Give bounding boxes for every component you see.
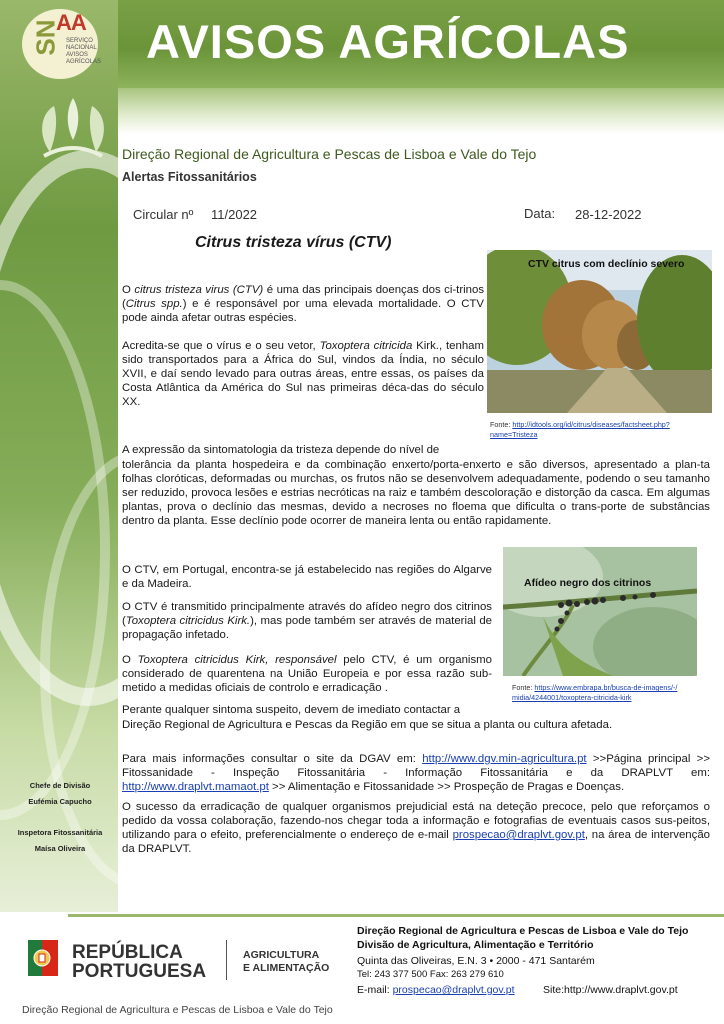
paragraph-collaboration <box>122 800 710 856</box>
figure2-source <box>512 683 722 703</box>
logo-line: NACIONAL <box>66 45 97 51</box>
circular-label: Circular nº <box>133 207 194 222</box>
text-run: Toxoptera citricida <box>319 340 413 352</box>
signature-role: Chefe de Divisão <box>29 781 91 790</box>
figure1-source-link[interactable]: http://idtools.org/id/citrus/diseases/factsheet.php? <box>512 420 670 429</box>
text-run: Acredita-se que o vírus e o seu vetor, <box>122 340 320 352</box>
text-run: O <box>122 284 135 296</box>
paragraph-portugal: O CTV, em Portugal, encontra-se já estabelecido nas regiões do Algarve e da Madeira. <box>122 564 492 590</box>
orchard-photo <box>487 250 712 413</box>
footer-left-org: Direção Regional de Agricultura e Pescas de Lisboa e Vale do Tejo <box>22 1004 333 1016</box>
text-run: Kirk., tenham sido transportados para a África do Sul, vindos da Índia, no século XVII, e daí sendo levado para outras áreas, entre essas, os países da Costa Atlântica da América do Sul nas primeiras déca-das do século XX. <box>122 340 484 408</box>
organization-heading: Direção Regional de Agricultura e Pescas de Lisboa e Vale do Tejo <box>122 146 537 162</box>
ministry-line: AGRICULTURA <box>243 949 320 961</box>
logo-line: AGRÍCOLAS <box>66 59 102 65</box>
figure2-source-link-2[interactable]: midia/4244001/toxoptera-citricida-kirk <box>512 693 632 702</box>
republica-line: REPÚBLICA <box>72 942 183 963</box>
source-label: Fonte: <box>490 420 511 429</box>
figure2-caption: Afídeo negro dos citrinos <box>524 577 652 589</box>
text-run: pelo CTV, é um organismo considerado de quarentena na União Europeia e por essa razão sub-metido a medidas oficiais de controlo e erradicação . <box>122 654 492 694</box>
paragraph-contact-line1: Perante qualquer sintoma suspeito, devem de imediato contactar a <box>122 704 461 716</box>
figure1-source <box>490 420 720 440</box>
footer-division: Divisão de Agricultura, Alimentação e Território <box>357 939 594 951</box>
source-label: Fonte: <box>512 683 533 692</box>
header-banner-fade <box>118 88 724 134</box>
figure1-caption: CTV citrus com declínio severo <box>528 258 685 270</box>
text-run: citrus tristeza virus (CTV) <box>134 284 264 296</box>
text-run: ) e é responsável por uma elevada mortalidade. O CTV pode ainda afetar outras espécies. <box>122 298 484 324</box>
republica-portuguesa <box>72 943 206 981</box>
circular-number: 11/2022 <box>211 207 258 222</box>
footer-separator <box>226 940 227 980</box>
paragraph-quarantine <box>122 653 492 695</box>
text-run: Para mais informações consultar o site da DGAV em: <box>122 753 423 765</box>
draplvt-link[interactable]: http://www.draplvt.mamaot.pt <box>122 781 269 793</box>
paragraph-symptoms: tolerância da planta hospedeira e da combinação enxerto/porta-enxerto e são diversos, apresentado a plan-ta folhas cloróticas, deformadas ou murchas, os frutos não se desenvolvem adequadamente, podendo o seu tamanho ser reduzido, provoca lesões e estrias necróticas na raiz e também descoloração e distorção da casca. Em algumas plantas, prova o declínio das mesmas, devido a necroses no floema que dificulta o trans-porte de substâncias dentro da planta. Esse declínio pode ocorrer de maneira lenta ou então rapidamente. <box>122 459 710 527</box>
dgav-link[interactable]: http://www.dgv.min-agricultura.pt <box>422 753 587 765</box>
footer-org: Direção Regional de Agricultura e Pescas de Lisboa e Vale do Tejo <box>357 925 689 937</box>
figure1-source-link-2[interactable]: name=Tristeza <box>490 430 538 439</box>
footer-site[interactable]: Site:http://www.draplvt.gov.pt <box>543 984 678 996</box>
date-value: 28-12-2022 <box>575 207 642 222</box>
document-title: Citrus tristeza vírus (CTV) <box>195 234 392 251</box>
signature-role: Inspetora Fitossanitária <box>17 828 103 837</box>
portuguese-flag-emblem-icon <box>24 938 62 978</box>
logo-line: SERVIÇO <box>66 38 93 44</box>
email-label: E-mail: <box>357 984 393 996</box>
logo-line: AVISOS <box>66 52 88 58</box>
signature-name: Maísa Oliveira <box>34 844 86 853</box>
ministry-line: E ALIMENTAÇÃO <box>243 962 330 974</box>
text-run: O sucesso da erradicação de qualquer organismos prejudicial está na deteção precoce, pelo que reforçamos o pedido da vossa colaboração, fazendo-nos chegar toda a informação e fotografias de eventuais casos sus-peitos, utilizando para o efeito, preferencialmente o endereço de e-mail <box>122 801 710 841</box>
footer-email <box>357 983 515 997</box>
section-heading: Alertas Fitossanitários <box>122 170 257 184</box>
republica-line: PORTUGUESA <box>72 961 207 982</box>
email-link[interactable]: prospecao@draplvt.gov.pt <box>452 829 585 841</box>
text-run: Toxoptera citricidus Kirk. <box>125 615 251 627</box>
logo-letters: SN <box>30 19 61 56</box>
signature-name: Eufémia Capucho <box>28 797 92 806</box>
logo-caption <box>66 38 101 66</box>
paragraph-contact-line2: Direção Regional de Agricultura e Pescas da Região em que se situa a planta ou cultura afetada. <box>122 719 613 731</box>
paragraph-intro <box>122 283 484 325</box>
footer-address: Quinta das Oliveiras, E.N. 3 • 2000 - 471 Santarém <box>357 955 595 967</box>
paragraph-symptoms-line1: A expressão da sintomatologia da tristeza depende do nível de <box>122 444 440 456</box>
text-run: é uma das principais doenças dos ci-trinos ( <box>122 284 485 310</box>
footer-email-link[interactable]: prospecao@draplvt.gov.pt <box>392 984 515 996</box>
text-run: , na área de intervenção da DRAPLVT. <box>122 829 710 855</box>
text-run: >>Página principal >> Fitossanidade - Inspeção Fitossanitária - Informação Fitossanitária e da DRAPLVT em: <box>122 753 710 779</box>
paragraph-more-info <box>122 752 710 794</box>
logo-aa: AA <box>56 10 86 35</box>
text-run: ), mas pode também ser através de material de propagação infetado. <box>122 615 493 641</box>
footer-divider <box>68 914 724 917</box>
text-run: O <box>122 654 138 666</box>
date-label: Data: <box>524 206 556 221</box>
text-run: Toxoptera citricidus Kirk, responsável <box>137 654 337 666</box>
leaf-emblem-icon <box>36 96 110 162</box>
text-run: >> Alimentação e Fitossanidade >> Prospeção de Pragas e Doenças. <box>268 781 625 793</box>
text-run: Citrus spp. <box>125 298 183 310</box>
ministry-name <box>243 949 329 975</box>
paragraph-transmission <box>122 600 492 642</box>
figure2-source-link[interactable]: https://www.embrapa.br/busca-de-imagens/-/ <box>534 683 678 692</box>
page-title: AVISOS AGRÍCOLAS <box>146 15 630 68</box>
text-run: O CTV é transmitido principalmente através do afídeo negro dos citrinos ( <box>122 601 492 627</box>
aphid-photo <box>503 547 697 676</box>
paragraph-origin <box>122 339 484 409</box>
footer-phone: Tel: 243 377 500 Fax: 263 279 610 <box>357 969 504 980</box>
